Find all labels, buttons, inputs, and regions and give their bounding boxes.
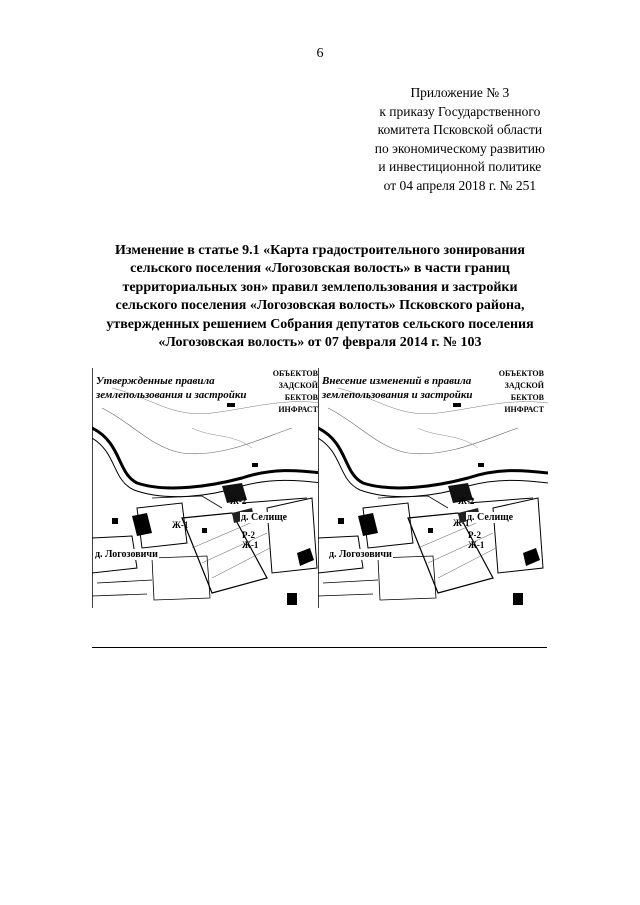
zone-label: Ж-2 (458, 496, 475, 506)
appendix-line: по экономическому развитию (374, 140, 545, 156)
appendix-header (375, 84, 545, 195)
legend-item: ИНФРАСТ (278, 405, 318, 414)
title-line: сельского поселения «Логозовская волость» Псковского района, (115, 298, 525, 314)
map-rule-changes (318, 368, 548, 608)
legend-item: ОБЪЕКТОВ (498, 369, 544, 378)
map-legend (273, 368, 318, 416)
village-label-seliskche: д. Селище (467, 512, 514, 523)
village-label-logozovichi: д. Логозовичи (329, 549, 392, 560)
map-caption (322, 374, 473, 402)
map-legend (499, 368, 544, 416)
legend-item: ЗАДСКОЙ (278, 381, 318, 390)
legend-item: ИНФРАСТ (504, 405, 544, 414)
title-line: сельского поселения «Логозовская волость» в части границ (130, 261, 510, 277)
village-label-logozovichi: д. Логозовичи (95, 549, 158, 560)
appendix-line: от 04 апреля 2018 г. № 251 (383, 177, 537, 193)
map-approved-rules (92, 368, 322, 608)
village-label-seliskche: д. Селище (241, 512, 288, 523)
map-caption-line: землепользования и застройки (96, 389, 247, 401)
page-number: 6 (316, 46, 324, 61)
title-line: Изменение в статье 9.1 «Карта градостроительного зонирования (115, 243, 525, 258)
appendix-line: комитета Псковской области (377, 122, 543, 137)
map-caption-line: Утвержденные правила (96, 375, 215, 387)
title-line: территориальных зон» правил землепользования и застройки (122, 279, 518, 295)
legend-item: ЗАДСКОЙ (504, 381, 544, 390)
zone-label: Ж-1 (172, 520, 189, 530)
zone-label: Ж-1 (453, 518, 470, 528)
zone-label: Ж-1 (468, 540, 485, 550)
title-line: утвержденных решением Собрания депутатов сельского поселения (106, 316, 534, 332)
legend-item: ОБЪЕКТОВ (272, 369, 318, 378)
zone-label: Р-2 (468, 530, 481, 540)
zone-label: Ж-1 (242, 540, 259, 550)
appendix-line: и инвестиционной политике (378, 159, 542, 174)
map-caption-line: землепользования и застройки (322, 389, 473, 401)
map-caption (96, 374, 247, 402)
legend-item: БЕКТОВ (510, 393, 544, 402)
legend-item: БЕКТОВ (284, 393, 318, 402)
map-caption-line: Внесение изменений в правила (322, 375, 472, 387)
appendix-line: Приложение № 3 (410, 85, 510, 100)
zone-label: Р-2 (242, 530, 255, 540)
title-line: «Логозовская волость» от 07 февраля 2014 г. № 103 (158, 335, 482, 351)
horizontal-rule (92, 647, 547, 648)
zone-label: Ж-2 (230, 496, 247, 506)
appendix-line: к приказу Государственного (379, 103, 541, 119)
document-title (40, 242, 600, 352)
